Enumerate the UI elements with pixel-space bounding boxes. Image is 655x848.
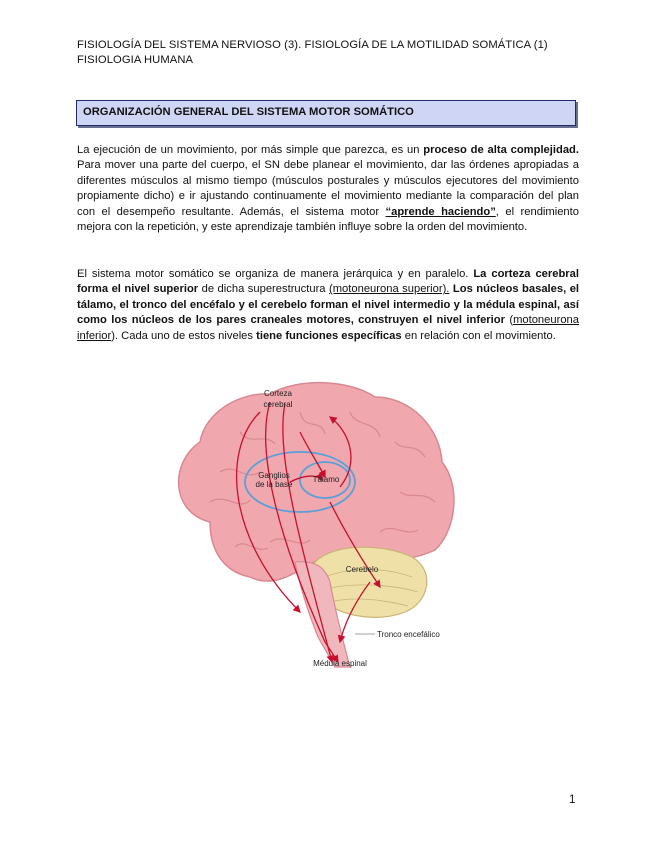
label-cortex-2: cerebral: [263, 400, 293, 409]
p2-text-5: ). Cada uno de estos niveles: [111, 329, 257, 342]
paragraph-1: [77, 143, 579, 235]
header-subtitle: FISIOLOGIA HUMANA: [77, 54, 194, 66]
p2-text-2: de dicha superestructura: [198, 283, 330, 296]
label-spinal-cord: Médula espinal: [313, 659, 367, 668]
p2-text-1: El sistema motor somático se organiza de manera jerárquica y en paralelo.: [77, 268, 474, 280]
p2-bold-2: Los núcleos basales, el tálamo, el tronco del encéfalo y el cerebelo forman el nivel intermedio y la médula espinal, así como los núcleos de los pares craneales motores, construyen el nivel inferior: [77, 283, 580, 327]
brain-motor-pathway-figure: [150, 372, 490, 672]
p1-text-1: La ejecución de un movimiento, por más simple que parezca, es un: [77, 144, 424, 156]
p2-text-6: en relación con el movimiento.: [401, 329, 556, 342]
p2-underline-2: motoneurona inferior: [77, 314, 579, 342]
p1-bold-1: proceso de alta complejidad.: [423, 144, 579, 156]
document-header: [77, 38, 597, 68]
section-heading-box: [76, 100, 576, 126]
p2-underline-1: (motoneurona superior).: [329, 283, 450, 296]
p2-bold-1: La corteza cerebral forma el nivel superior: [77, 268, 579, 296]
brain-illustration: [150, 372, 490, 672]
label-cortex-1: Corteza: [263, 389, 293, 398]
label-brainstem: Tronco encefálico: [377, 630, 440, 639]
section-title: ORGANIZACIÓN GENERAL DEL SISTEMA MOTOR SOMÁTICO: [83, 106, 414, 118]
label-cerebellum: Cerebelo: [345, 565, 379, 574]
p1-text-3: , el rendimiento mejora con la repetición, y este aprendizaje también influye sobre la orden del movimiento.: [77, 205, 579, 234]
p2-bold-3: tiene funciones específicas: [256, 329, 402, 342]
paragraph-2: [77, 267, 579, 344]
p2-text-4: (: [504, 314, 514, 327]
label-basal-1: Ganglios: [258, 471, 290, 480]
p1-text-2: Para mover una parte del cuerpo, el SN debe planear el movimiento, dar las órdenes apropiadas a diferentes músculos al mismo tiempo (músculos posturales y músculos ejecutores del movimiento propiamente dicho) e ir ajustando continuamente el movimiento mediante la comparación del plan con el desempeño resultante. Además, el sistema motor: [77, 159, 579, 218]
p1-bold-underline-1: “aprende haciendo”: [385, 205, 496, 218]
page-number: 1: [569, 794, 576, 806]
label-basal-2: de la base: [255, 480, 293, 489]
label-thalamus: Tálamo: [312, 475, 340, 484]
header-title: FISIOLOGÍA DEL SISTEMA NERVIOSO (3). FISIOLOGÍA DE LA MOTILIDAD SOMÁTICA (1): [77, 39, 548, 51]
